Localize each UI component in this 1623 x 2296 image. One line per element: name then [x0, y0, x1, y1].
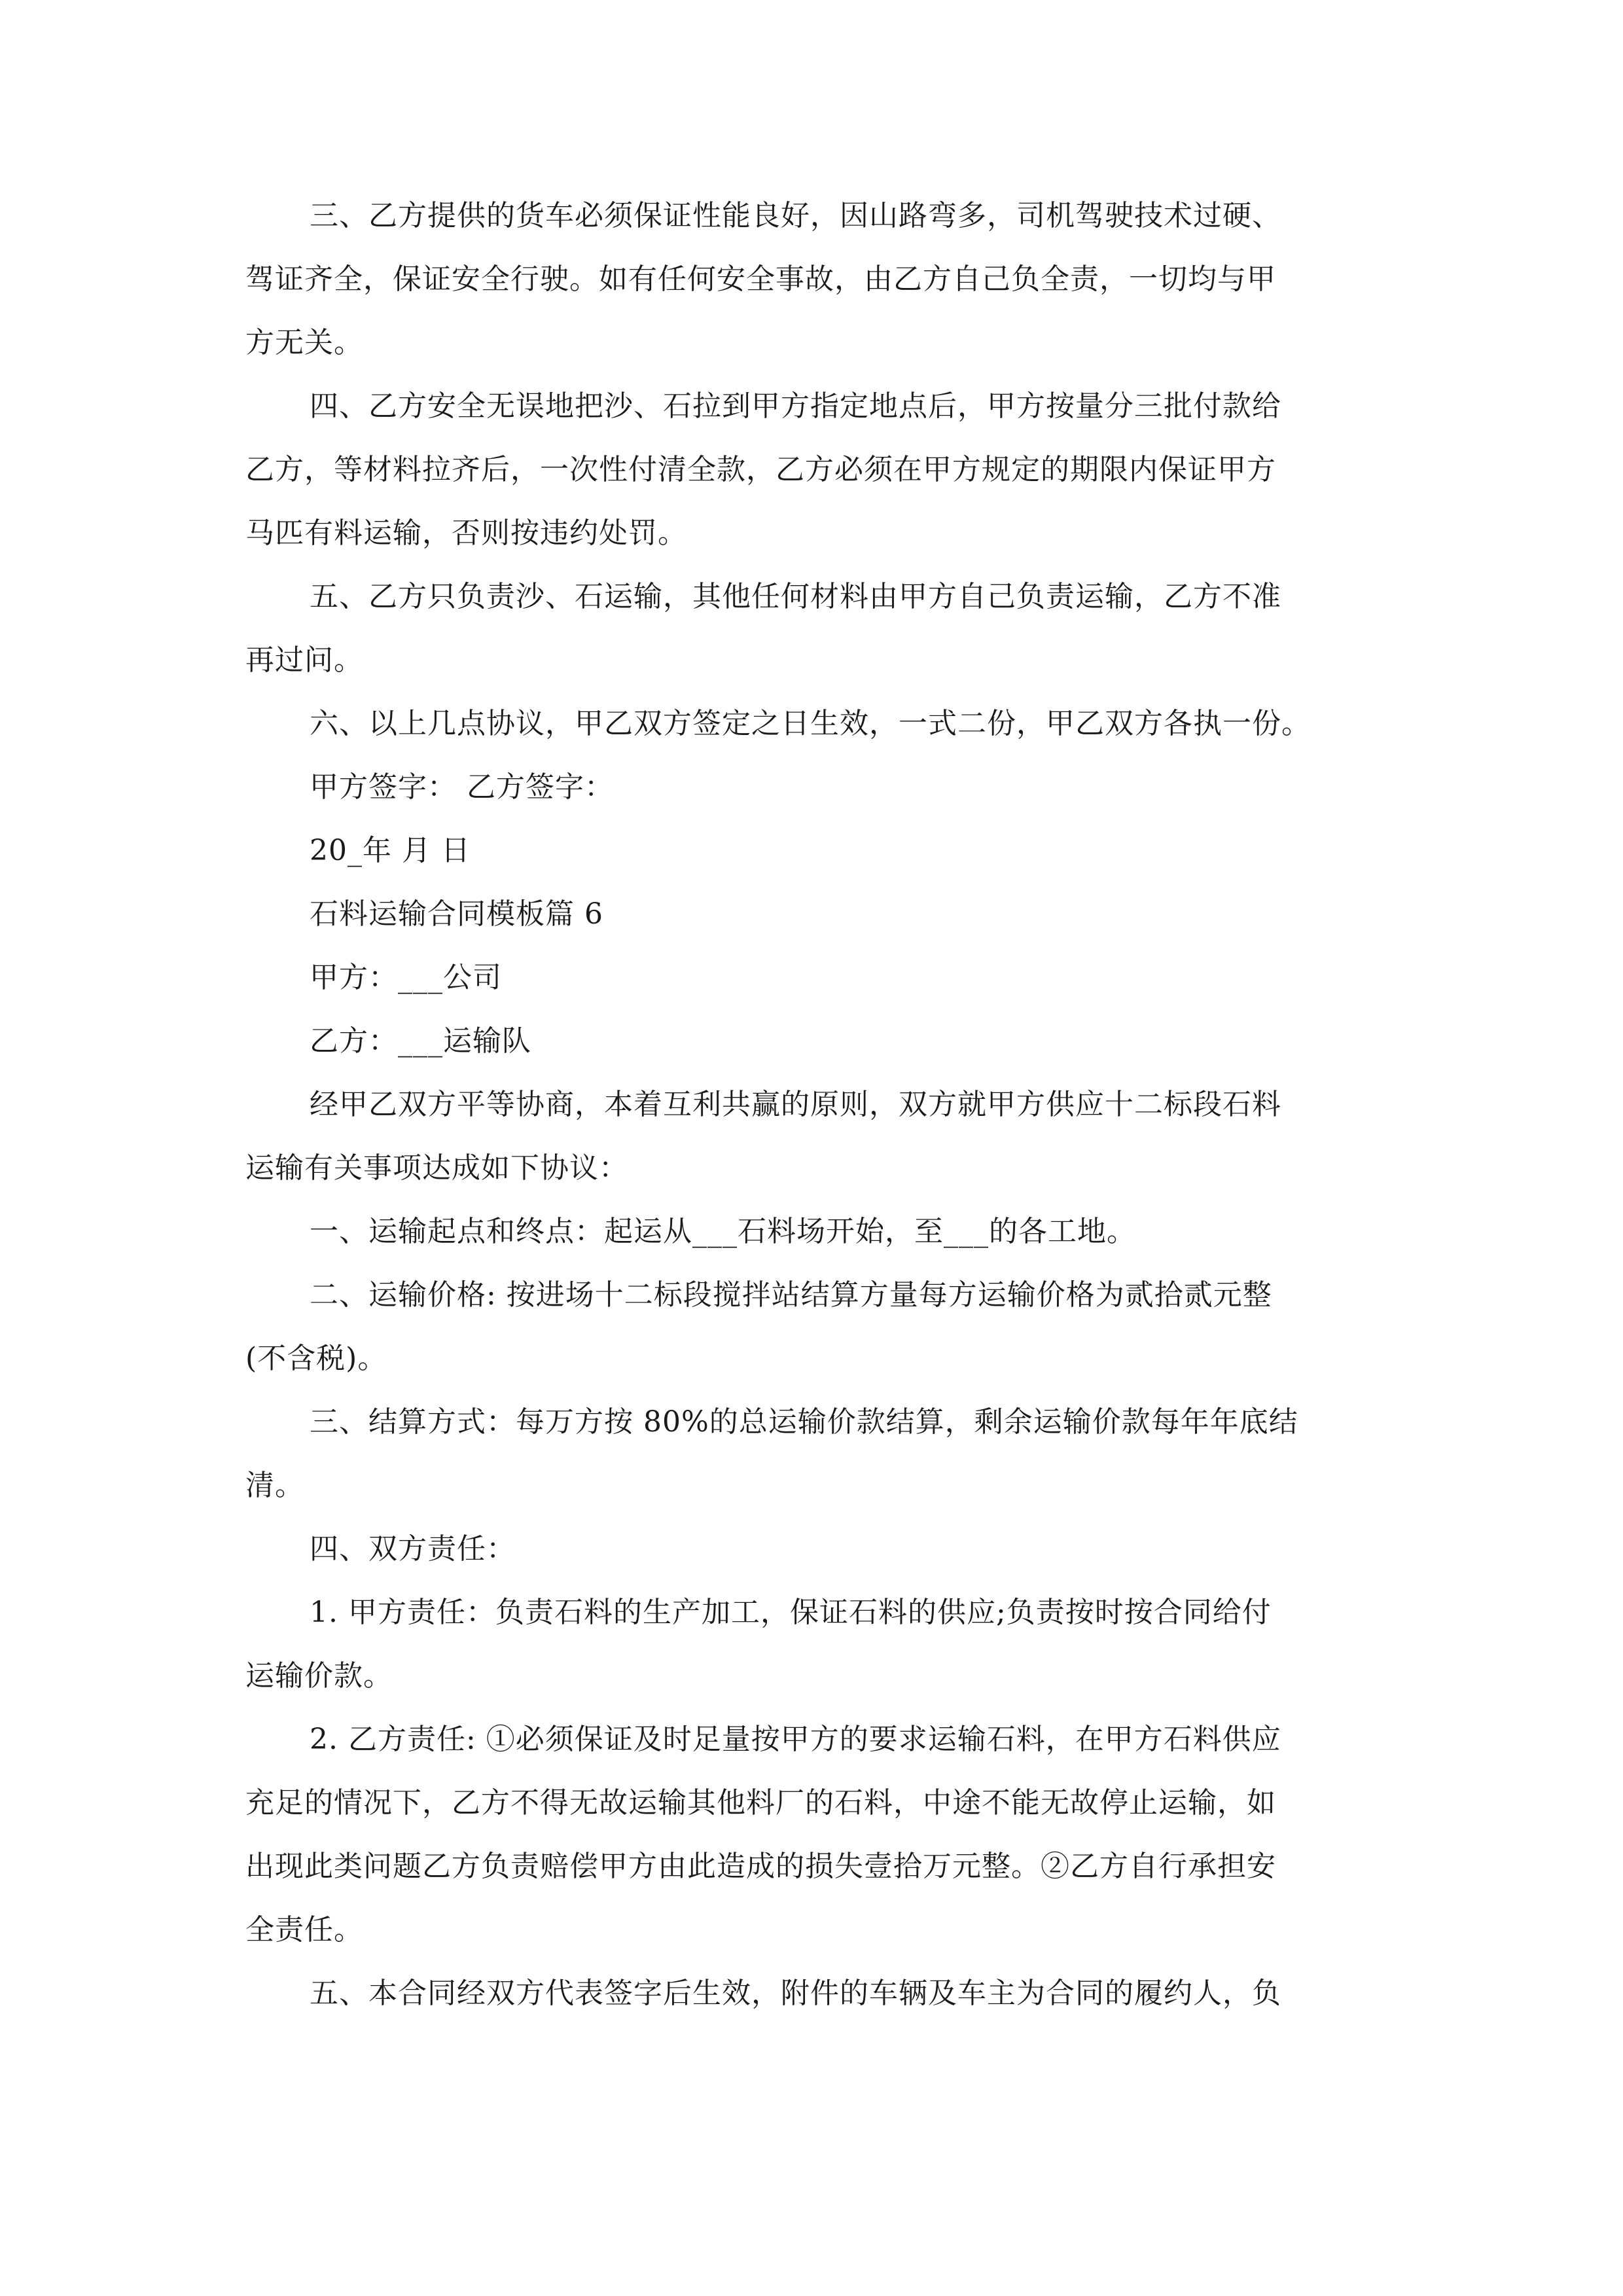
- paragraph-line: 充足的情况下，乙方不得无故运输其他料厂的石料，中途不能无故停止运输，如: [245, 1786, 1276, 1820]
- paragraph-line: 乙方，等材料拉齐后，一次性付清全款，乙方必须在甲方规定的期限内保证甲方: [245, 453, 1276, 486]
- paragraph-line: 六、以上几点协议，甲乙双方签定之日生效，一式二份，甲乙双方各执一份。: [310, 707, 1311, 740]
- paragraph-line: (不含税)。: [245, 1342, 387, 1375]
- paragraph-line: 出现此类问题乙方负责赔偿甲方由此造成的损失壹拾万元整。②乙方自行承担安: [245, 1850, 1276, 1883]
- paragraph-line: 经甲乙双方平等协商，本着互利共赢的原则，双方就甲方供应十二标段石料: [310, 1088, 1281, 1121]
- paragraph-line: 二、运输价格: 按进场十二标段搅拌站结算方量每方运输价格为贰拾贰元整: [310, 1278, 1272, 1312]
- paragraph-line: 2. 乙方责任: ①必须保证及时足量按甲方的要求运输石料，在甲方石料供应: [310, 1723, 1281, 1756]
- party-b-line: 乙方：___运输队: [310, 1024, 531, 1058]
- paragraph-line: 全责任。: [245, 1913, 363, 1946]
- section-title: 石料运输合同模板篇 6: [310, 897, 603, 931]
- paragraph-line: 马匹有料运输，否则按违约处罚。: [245, 516, 687, 550]
- paragraph-line: 运输价款。: [245, 1659, 393, 1693]
- signature-line: 甲方签字： 乙方签字：: [310, 770, 614, 804]
- party-a-line: 甲方：___公司: [310, 961, 502, 994]
- paragraph-line: 运输有关事项达成如下协议：: [245, 1151, 628, 1185]
- paragraph-line: 清。: [245, 1469, 304, 1502]
- paragraph-line: 一、运输起点和终点：起运从___石料场开始，至___的各工地。: [310, 1215, 1136, 1248]
- paragraph-line: 五、本合同经双方代表签字后生效，附件的车辆及车主为合同的履约人，负: [310, 1977, 1281, 2010]
- paragraph-line: 再过问。: [245, 643, 363, 677]
- paragraph-line: 五、乙方只负责沙、石运输，其他任何材料由甲方自己负责运输，乙方不准: [310, 580, 1281, 613]
- paragraph-line: 方无关。: [245, 326, 363, 359]
- paragraph-line: 四、双方责任：: [310, 1532, 516, 1566]
- paragraph-line: 四、乙方安全无误地把沙、石拉到甲方指定地点后，甲方按量分三批付款给: [310, 389, 1281, 423]
- date-line: 20_年 月 日: [310, 834, 471, 867]
- paragraph-line: 三、乙方提供的货车必须保证性能良好，因山路弯多，司机驾驶技术过硬、: [310, 199, 1281, 232]
- paragraph-line: 驾证齐全，保证安全行驶。如有任何安全事故，由乙方自己负全责，一切均与甲: [245, 262, 1276, 296]
- paragraph-line: 1. 甲方责任：负责石料的生产加工，保证石料的供应;负责按时按合同给付: [310, 1596, 1272, 1629]
- paragraph-line: 三、结算方式：每万方按 80%的总运输价款结算，剩余运输价款每年年底结: [310, 1405, 1298, 1439]
